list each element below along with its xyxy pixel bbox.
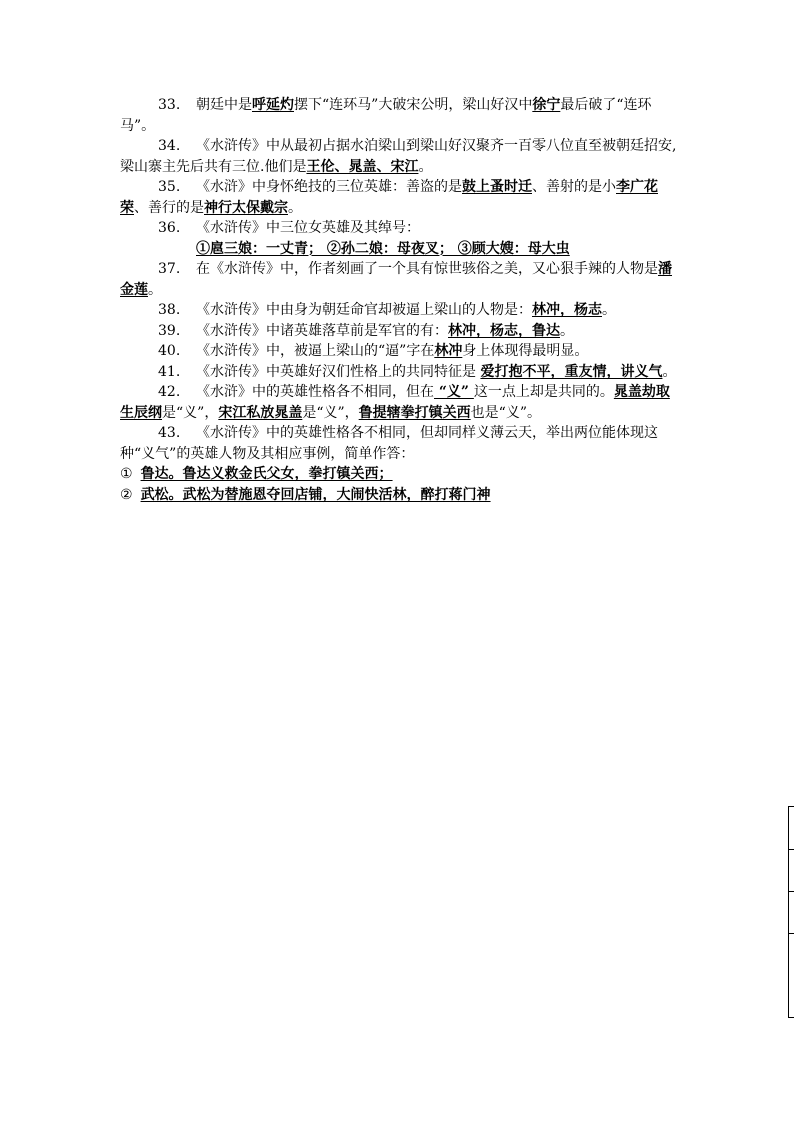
answer-text: 潘金莲 (120, 261, 672, 298)
question-text: 《水浒传》中从最初占据水泊梁山到梁山好汉聚齐一百零八位直至被朝廷招安,梁山寨主先后共有三位.他们是 (120, 138, 677, 175)
question-text: 是“义”， (162, 404, 219, 421)
question-item (120, 382, 680, 423)
answer-text: 鲁达。鲁达义救金氏父女，拳打镇关西； (140, 466, 393, 482)
answer-text: 王伦、晁盖、宋江 (306, 158, 419, 175)
answer-text: 林冲，杨志，鲁达 (448, 322, 560, 339)
answer-text: 呼延灼 (252, 97, 294, 113)
heroines-answer-line (120, 239, 680, 260)
question-text: 这一点上却是共同的。 (473, 384, 614, 400)
question-number: 35. (158, 179, 181, 195)
question-number: 42. (158, 384, 181, 400)
question-number: 38. (158, 302, 181, 318)
question-item (120, 218, 680, 239)
question-text: 《水浒传》中的英雄性格各不相同，但却同样义薄云天，举出两位能体现这种“义气”的英雄人物及其相应事例，简单作答： (120, 425, 658, 462)
question-text: 最后破了“连环马”。 (120, 97, 652, 134)
question-text: 。 (602, 302, 616, 318)
question-item (120, 341, 680, 362)
question-number: 37. (158, 261, 181, 277)
answer-text: “义” (434, 384, 474, 400)
question-text: 、善射的是小 (532, 179, 616, 195)
question-number: 34. (158, 138, 181, 154)
answer-text: 神行太保戴宗 (204, 199, 288, 216)
question-number: 40. (158, 343, 181, 359)
table-rule (789, 933, 794, 934)
question-item (120, 300, 680, 321)
question-text: 。 (148, 281, 162, 298)
question-text: 。 (662, 363, 677, 380)
answer-text: 李广花荣 (120, 179, 658, 216)
question-item (120, 136, 680, 177)
answer-text: 武松。武松为替施恩夺回店铺，大闹快活林，醉打蒋门神 (140, 486, 491, 503)
question-text: 《水浒传》中诸英雄落草前是军官的有： (196, 322, 448, 339)
answer-text: 爱打抱不平，重友情，讲义气 (480, 363, 663, 380)
question-item (120, 259, 680, 300)
answer-marker: ① (120, 466, 133, 482)
question-text: 《水浒传》中，被逼上梁山的“逼”字在 (196, 343, 435, 359)
question-number: 41. (158, 363, 181, 380)
answer-text: 林冲 (434, 343, 463, 359)
table-rule (789, 849, 794, 850)
answer-text: ①扈三娘：一丈青； ②孙二娘：母夜叉； ③顾大嫂：母大虫 (196, 240, 570, 257)
question-text: 朝廷中是 (196, 97, 252, 113)
question-item (120, 362, 680, 383)
question-text: 《水浒》中身怀绝技的三位英雄：善盗的是 (196, 179, 462, 195)
question-item (120, 321, 680, 342)
question-text: 、善行的是 (134, 199, 204, 216)
table-rule (789, 891, 794, 892)
answer-text: 宋江私放晁盖 (218, 404, 303, 421)
question-text: 《水浒》中的英雄性格各不相同，但在 (196, 384, 434, 400)
question-text: 《水浒传》中三位女英雄及其绰号： (196, 220, 420, 236)
question-text: 是“义”， (302, 404, 359, 421)
question-text: 也是“义”。 (470, 404, 541, 421)
question-number: 39. (158, 322, 181, 339)
answer-text: 林冲，杨志 (532, 302, 602, 318)
qa-list (120, 95, 680, 505)
question-number: 36. (158, 220, 181, 236)
question-number: 43. (158, 425, 181, 441)
question-text: 身上体现得最明显。 (462, 343, 589, 359)
answer-text: 鲁提辖拳打镇关西 (358, 404, 471, 421)
example-answer (120, 485, 680, 506)
question-text: 。 (288, 199, 302, 216)
answer-text: 晁盖劫取生辰纲 (120, 384, 670, 421)
example-answer (120, 464, 680, 485)
question-item (120, 95, 680, 136)
question-text: 。 (418, 158, 433, 175)
question-item (120, 423, 680, 464)
question-text: 摆下“连环马”大破宋公明，梁山好汉中 (294, 97, 533, 113)
question-text: 。 (560, 322, 574, 339)
answer-text: 徐宁 (532, 97, 561, 113)
question-text: 《水浒传》中英雄好汉们性格上的共同特征是 (196, 363, 481, 380)
answer-text: 鼓上蚤时迁 (462, 179, 532, 195)
question-item (120, 177, 680, 218)
margin-table-fragment (788, 806, 794, 1018)
question-number: 33. (158, 97, 181, 113)
answer-marker: ② (120, 486, 133, 503)
question-text: 在《水浒传》中，作者刻画了一个具有惊世骇俗之美，又心狠手辣的人物是 (196, 261, 658, 277)
question-text: 《水浒传》中由身为朝廷命官却被逼上梁山的人物是： (196, 302, 532, 318)
